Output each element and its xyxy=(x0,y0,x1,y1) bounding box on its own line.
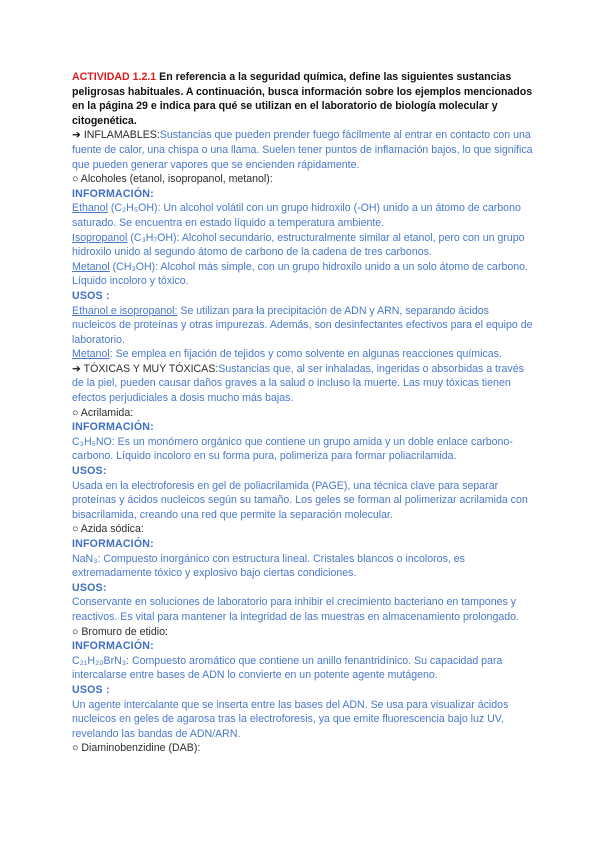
ethidium-info: C₂₁H₂₀BrN₃: Compuesto aromático que contiene un anillo fenantridínico. Su capacidad para intercalarse entre bases de ADN lo convierte en un potente agente mutágeno. xyxy=(72,654,503,682)
flammables-label: INFLAMABLES: xyxy=(80,129,160,142)
ethanol-formula: (C₂H₅OH) xyxy=(107,202,158,215)
acrylamide-uses-header: USOS: xyxy=(72,465,107,478)
ethidium-info-header: INFORMACIÓN: xyxy=(72,640,154,653)
ethanol-term: Ethanol xyxy=(72,202,108,215)
activity-code: ACTIVIDAD 1.2.1 xyxy=(72,71,157,83)
toxics-definition xyxy=(72,362,536,406)
flammables-text: Sustancias que pueden prender fuego fácilmente al entrar en contacto con una fuente de calor, una chispa o una llama. Suelen tener puntos de inflamación bajos, lo que significa que pueden generar vapores que se encienden rápidamente. xyxy=(72,129,533,171)
alcohols-info-header: INFORMACIÓN: xyxy=(72,187,154,200)
azide-title xyxy=(72,522,536,537)
activity-instructions: En referencia a la seguridad química, define las siguientes sustancias peligrosas habituales. A continuación, busca información sobre los ejemplos mencionados en la página 29 e indica para qué se utilizan en el laboratorio de biología molecular y citogenética. xyxy=(72,71,533,127)
dab-title xyxy=(72,741,536,756)
acrylamide-title-text: Acrilamida: xyxy=(78,406,134,419)
alcohols-title-text: Alcoholes (etanol, isopropanol, metanol): xyxy=(78,173,273,186)
dab-title-text: Diaminobenzidine (DAB): xyxy=(78,742,201,755)
activity-heading xyxy=(72,70,536,128)
ethanol-info xyxy=(72,201,536,230)
circle-bullet-icon: ○ xyxy=(72,742,79,755)
isopropanol-text: : Alcohol secundario, estructuralmente similar al etanol, pero con un grupo hidroxilo unido al segundo átomo de carbono de la cadena de tres carbonos. xyxy=(72,231,525,259)
circle-bullet-icon: ○ xyxy=(72,523,79,536)
azide-uses-header: USOS: xyxy=(72,581,107,594)
methanol-uses-text: : Se emplea en fijación de tejidos y como solvente en algunas reacciones químicas. xyxy=(109,348,502,361)
ethidium-title-text: Bromuro de etidio: xyxy=(78,625,168,638)
toxics-label: TÓXICAS Y MUY TÓXICAS: xyxy=(80,362,219,375)
isopropanol-info xyxy=(72,231,536,260)
methanol-uses xyxy=(72,347,536,362)
acrylamide-info-header: INFORMACIÓN: xyxy=(72,421,154,434)
azide-info-header: INFORMACIÓN: xyxy=(72,538,154,550)
ethanol-isopropanol-uses-text: Se utilizan para la precipitación de ADN y ARN, separando ácidos nucleicos de proteínas y otras impurezas. Además, son desinfectantes efectivos para el equipo de laboratorio. xyxy=(72,304,533,346)
acrylamide-title xyxy=(72,406,536,421)
arrow-icon: ➔ xyxy=(72,362,81,375)
methanol-uses-term: Metanol xyxy=(72,348,110,361)
circle-bullet-icon: ○ xyxy=(72,406,79,419)
acrylamide-info: C₃H₅NO: Es un monómero orgánico que contiene un grupo amida y un doble enlace carbono-carbono. Líquido incoloro en su forma pura, polimeriza para formar poliacrilamida. xyxy=(72,435,513,463)
ethanol-text: : Un alcohol volátil con un grupo hidroxilo (-OH) unido a un átomo de carbono saturado. Se encuentra en estado líquido a temperatura ambiente. xyxy=(72,202,521,229)
ethidium-uses-header: USOS : xyxy=(72,683,110,696)
ethanol-isopropanol-term: Ethanol e isopropanol: xyxy=(72,304,178,317)
flammables-definition xyxy=(72,128,536,172)
methanol-formula: (CH₃OH) xyxy=(109,260,156,273)
toxics-text: Sustancias que, al ser inhaladas, ingeridas o absorbidas a través de la piel, pueden causar daños graves a la salud o incluso la muerte. Las muy tóxicas tienen efectos perjudiciales a dosis mucho más bajas. xyxy=(72,362,524,405)
alcohols-uses-header: USOS : xyxy=(72,289,110,302)
isopropanol-term: Isopropanol xyxy=(72,231,128,244)
methanol-text: : Alcohol más simple, con un grupo hidroxilo unido a un solo átomo de carbono. Líquido incoloro y tóxico. xyxy=(72,260,528,288)
azide-uses: Conservante en soluciones de laboratorio para inhibir el crecimiento bacteriano en tampones y reactivos. Es vital para mantener la integridad de las muestras en almacenamiento prolongado. xyxy=(72,596,519,623)
methanol-info xyxy=(72,260,536,289)
arrow-icon: ➔ xyxy=(72,129,81,142)
ethidium-title xyxy=(72,625,536,640)
isopropanol-formula: (C₃H₇OH) xyxy=(127,231,177,244)
alcohols-title xyxy=(72,172,536,187)
acrylamide-uses: Usada en la electroforesis en gel de poliacrilamida (PAGE), una técnica clave para separar proteínas y ácidos nucleicos según su tamaño. Los geles se forman al polimerizar acrilamida con bisacrilamida, creando una red que permite la separación molecular. xyxy=(72,479,528,521)
azide-title-text: Azida sódica: xyxy=(78,523,144,536)
methanol-term: Metanol xyxy=(72,260,110,273)
azide-info: NaN₃: Compuesto inorgánico con estructura lineal. Cristales blancos o incoloros, es extremadamente tóxico y explosivo bajo ciertas condiciones. xyxy=(72,552,465,580)
circle-bullet-icon: ○ xyxy=(72,625,79,638)
ethidium-uses: Un agente intercalante que se inserta entre las bases del ADN. Se usa para visualizar ácidos nucleicos en geles de agarosa tras la electroforesis, ya que emite fluorescencia bajo luz UV, revelando las bandas de ADN/ARN. xyxy=(72,698,509,740)
circle-bullet-icon: ○ xyxy=(72,173,79,186)
ethanol-isopropanol-uses xyxy=(72,304,536,348)
